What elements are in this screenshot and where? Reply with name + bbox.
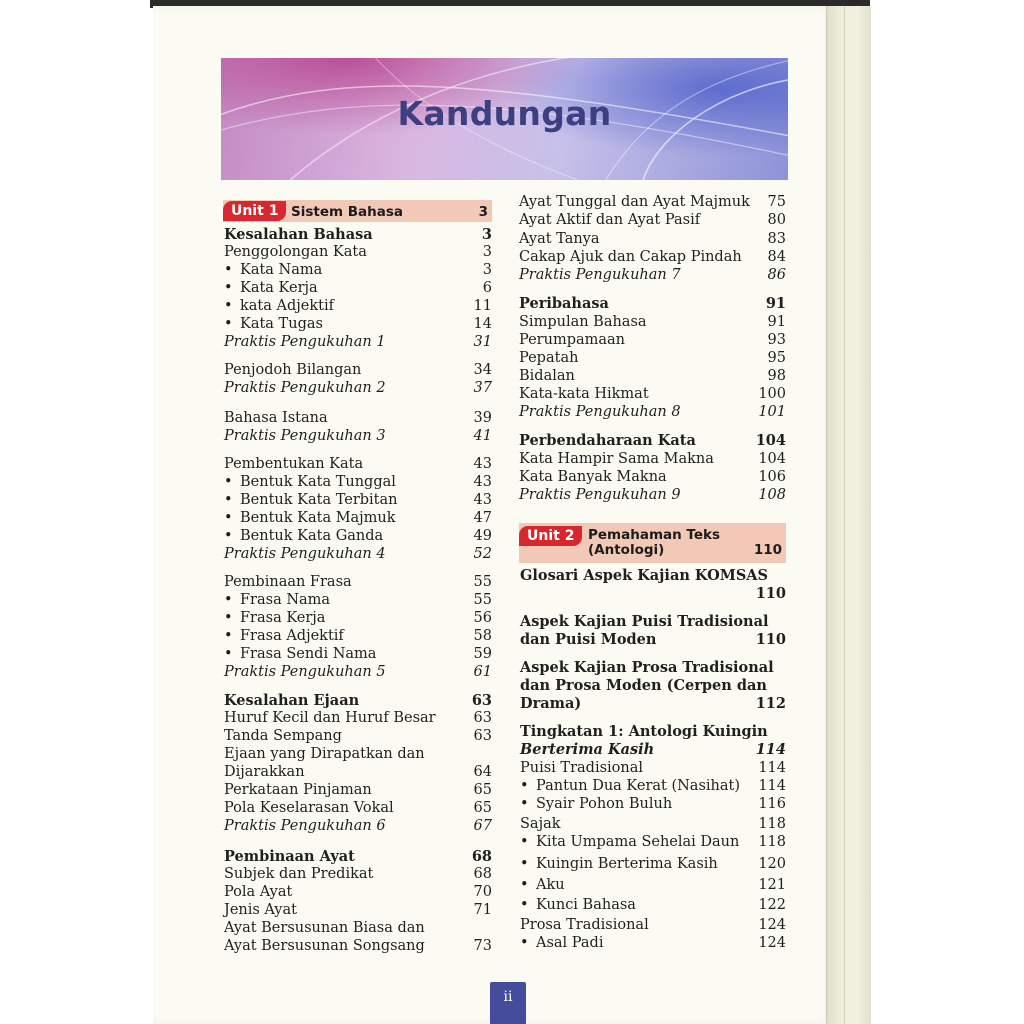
toc-entry (520, 695, 786, 713)
toc-entry-label: Prosa Tradisional (520, 917, 649, 933)
toc-entry (224, 510, 492, 528)
toc-entry (519, 404, 786, 422)
toc-entry-page: 114 (758, 778, 786, 794)
toc-entry-label: • Bentuk Kata Majmuk (240, 510, 396, 526)
toc-entry (520, 856, 786, 874)
toc-entry (224, 474, 492, 492)
toc-entry-page: 39 (473, 410, 492, 426)
toc-entry-label: Ayat Aktif dan Ayat Pasif (519, 212, 701, 228)
toc-entry-page: 112 (755, 695, 786, 712)
toc-entry-page: 110 (755, 631, 786, 648)
toc-entry-page: 73 (473, 938, 492, 954)
toc-entry (224, 818, 492, 836)
toc-entry (519, 314, 786, 332)
toc-entry-page: 83 (767, 231, 786, 247)
toc-entry-label: Ayat Tunggal dan Ayat Majmuk (519, 194, 750, 210)
toc-entry-label: • Frasa Kerja (240, 610, 325, 626)
toc-entry-label: Cakap Ajuk dan Cakap Pindah (519, 249, 742, 265)
toc-entry-page: 124 (758, 935, 786, 951)
toc-entry-label: Simpulan Bahasa (519, 314, 647, 330)
toc-entry-page: 43 (473, 474, 492, 490)
toc-entry (520, 897, 786, 915)
toc-entry-label: • Frasa Adjektif (240, 628, 344, 644)
toc-entry (224, 628, 492, 646)
toc-entry-label: Pembentukan Kata (224, 456, 364, 472)
toc-entry (520, 631, 786, 649)
toc-entry-page: 3 (482, 244, 492, 260)
toc-entry-page: 80 (767, 212, 786, 228)
toc-entry (520, 659, 786, 677)
toc-entry-page: 63 (471, 692, 492, 709)
toc-entry-page: 14 (473, 316, 492, 332)
toc-entry-label: Pembinaan Ayat (224, 848, 355, 865)
toc-entry (519, 350, 786, 368)
toc-entry (224, 800, 492, 818)
toc-entry-label: Dijarakkan (224, 764, 305, 780)
toc-entry-label: Praktis Pengukuhan 9 (519, 487, 681, 503)
toc-entry (224, 362, 492, 380)
toc-entry-page: 68 (473, 866, 492, 882)
toc-entry-page: 63 (473, 728, 492, 744)
toc-entry (519, 267, 786, 285)
toc-entry-label: Puisi Tradisional (520, 760, 644, 776)
unit2-title-line1: Pemahaman Teks (588, 527, 721, 543)
toc-entry-page: 104 (755, 432, 786, 449)
toc-entry-label: Praktis Pengukuhan 8 (519, 404, 681, 420)
unit2-page: 110 (753, 542, 782, 558)
toc-entry-page: 6 (482, 280, 492, 296)
toc-entry-label: Penjodoh Bilangan (224, 362, 362, 378)
toc-entry (519, 451, 786, 469)
unit1-title: Sistem Bahasa (291, 204, 404, 220)
toc-entry-page: 120 (758, 856, 786, 872)
toc-entry-label: Kesalahan Ejaan (224, 692, 360, 709)
toc-entry (224, 746, 492, 764)
toc-entry-page: 3 (482, 262, 492, 278)
toc-entry-page: 75 (767, 194, 786, 210)
toc-entry-page: 63 (473, 710, 492, 726)
toc-entry (224, 884, 492, 902)
toc-entry (520, 677, 786, 695)
toc-entry-label: Berterima Kasih (520, 741, 655, 758)
toc-entry-page: 86 (767, 267, 786, 283)
toc-entry (224, 728, 492, 746)
toc-entry-label: dan Puisi Moden (520, 631, 657, 648)
toc-entry (224, 574, 492, 592)
toc-entry-label: • Kata Kerja (240, 280, 318, 296)
toc-entry-label: Bidalan (519, 368, 575, 384)
toc-entry-page: 95 (767, 350, 786, 366)
toc-entry-label: • Pantun Dua Kerat (Nasihat) (536, 778, 740, 794)
toc-entry-label: • Bentuk Kata Tunggal (240, 474, 396, 490)
toc-entry-label: Subjek dan Predikat (224, 866, 374, 882)
toc-entry-label: • Syair Pohon Buluh (536, 796, 672, 812)
toc-entry-label: Praktis Pengukuhan 2 (224, 380, 386, 396)
unit1-page: 3 (478, 204, 488, 220)
toc-entry-label: Drama) (520, 695, 582, 712)
toc-entry (519, 212, 786, 230)
toc-entry (224, 848, 492, 866)
toc-entry-page: 47 (473, 510, 492, 526)
toc-entry-page: 52 (473, 546, 492, 562)
toc-entry-label: Praktis Pengukuhan 1 (224, 334, 386, 350)
toc-entry-page: 41 (473, 428, 492, 444)
toc-entry (519, 386, 786, 404)
toc-entry-page: 121 (758, 877, 786, 893)
toc-entry-page: 124 (758, 917, 786, 933)
toc-entry-page: 84 (767, 249, 786, 265)
toc-entry (520, 760, 786, 778)
toc-entry (520, 935, 786, 953)
toc-entry (520, 567, 786, 585)
toc-entry-label: • Kata Nama (240, 262, 322, 278)
toc-entry (520, 877, 786, 895)
toc-entry (224, 410, 492, 428)
toc-entry-label: Kata Hampir Sama Makna (519, 451, 714, 467)
toc-entry-page: 64 (473, 764, 492, 780)
toc-entry-label: Praktis Pengukuhan 3 (224, 428, 386, 444)
toc-entry-page: 65 (473, 782, 492, 798)
toc-entry-page: 122 (758, 897, 786, 913)
unit2-title-line2: (Antologi) (588, 542, 665, 558)
toc-entry-page: 118 (758, 834, 786, 850)
toc-entry (520, 834, 786, 852)
toc-entry-page: 104 (758, 451, 786, 467)
toc-entry (224, 610, 492, 628)
toc-entry-page: 31 (473, 334, 492, 350)
toc-entry-label: Aspek Kajian Puisi Tradisional (520, 613, 769, 630)
toc-entry-label: Praktis Pengukuhan 6 (224, 818, 386, 834)
toc-entry-page: 91 (765, 295, 786, 312)
toc-entry (224, 710, 492, 728)
toc-entry-label: • Kita Umpama Sehelai Daun (536, 834, 739, 850)
toc-entry-page: 34 (473, 362, 492, 378)
toc-entry (224, 938, 492, 956)
toc-entry (224, 866, 492, 884)
toc-entry-label: • Frasa Sendi Nama (240, 646, 376, 662)
toc-entry-label: Tanda Sempang (224, 728, 342, 744)
toc-entry-page: 71 (473, 902, 492, 918)
toc-entry-page: 108 (758, 487, 786, 503)
toc-entry (224, 226, 492, 244)
page-stack-edge (826, 6, 871, 1024)
toc-entry (520, 796, 786, 814)
unit2-tag: Unit 2 (519, 526, 582, 546)
toc-entry-page: 118 (758, 816, 786, 832)
toc-entry (520, 741, 786, 759)
toc-entry-page: 100 (758, 386, 786, 402)
toc-entry-page: 67 (473, 818, 492, 834)
toc-entry-page: 93 (767, 332, 786, 348)
toc-entry-label: Peribahasa (519, 295, 609, 312)
toc-entry-label: Perbendaharaan Kata (519, 432, 696, 449)
toc-entry-label: Huruf Kecil dan Huruf Besar (224, 710, 436, 726)
toc-entry-label: • Kata Tugas (240, 316, 323, 332)
toc-entry (224, 334, 492, 352)
toc-entry-page: 114 (755, 741, 786, 758)
toc-entry-label: Ayat Bersusunan Songsang (224, 938, 425, 954)
toc-entry (519, 231, 786, 249)
toc-entry (519, 368, 786, 386)
toc-entry-label: Penggolongan Kata (224, 244, 367, 260)
toc-entry-label: • Asal Padi (536, 935, 603, 951)
toc-entry-page: 98 (767, 368, 786, 384)
toc-entry-label: dan Prosa Moden (Cerpen dan (520, 677, 767, 694)
toc-entry-page: 68 (471, 848, 492, 865)
toc-entry-label: Perumpamaan (519, 332, 626, 348)
toc-entry (224, 428, 492, 446)
unit1-tag: Unit 1 (223, 201, 286, 221)
toc-entry-page: 49 (473, 528, 492, 544)
toc-entry (224, 546, 492, 564)
toc-entry-label: • Kuingin Berterima Kasih (536, 856, 718, 872)
toc-entry-page: 43 (473, 456, 492, 472)
toc-entry (224, 380, 492, 398)
toc-entry (520, 613, 786, 631)
toc-entry-page: 101 (758, 404, 786, 420)
page-title: Kandungan (397, 94, 612, 133)
toc-entry-page: 56 (473, 610, 492, 626)
toc-entry-label: Pepatah (519, 350, 579, 366)
toc-entry (224, 528, 492, 546)
toc-entry (224, 244, 492, 262)
toc-entry (520, 778, 786, 796)
title-banner (221, 58, 788, 180)
toc-entry (520, 723, 786, 741)
toc-entry (519, 487, 786, 505)
toc-entry-label: Glosari Aspek Kajian KOMSAS (520, 567, 769, 584)
toc-entry (224, 492, 492, 510)
toc-entry-page: 43 (473, 492, 492, 508)
toc-entry-page: 3 (481, 226, 492, 243)
page-number: ii (490, 982, 526, 1024)
toc-entry (224, 646, 492, 664)
toc-entry-label: Tingkatan 1: Antologi Kuingin (520, 723, 768, 740)
toc-entry-label: Praktis Pengukuhan 4 (224, 546, 386, 562)
toc-entry (224, 592, 492, 610)
toc-entry-label: Pembinaan Frasa (224, 574, 352, 590)
toc-entry (224, 782, 492, 800)
toc-entry (519, 249, 786, 267)
toc-entry-label: Ayat Tanya (519, 231, 600, 247)
toc-entry (224, 298, 492, 316)
toc-entry-page: 116 (758, 796, 786, 812)
toc-entry (224, 456, 492, 474)
toc-entry-label: Praktis Pengukuhan 5 (224, 664, 386, 680)
toc-entry-label: Ejaan yang Dirapatkan dan (224, 746, 425, 762)
toc-entry-label: Pola Keselarasan Vokal (224, 800, 394, 816)
page-stack-line (844, 6, 845, 1024)
toc-entry-label: Kata-kata Hikmat (519, 386, 649, 402)
toc-entry (224, 664, 492, 682)
toc-entry-page: 91 (767, 314, 786, 330)
toc-entry (224, 280, 492, 298)
toc-entry (224, 764, 492, 782)
toc-entry (224, 316, 492, 334)
toc-entry (519, 332, 786, 350)
toc-entry-page: 55 (473, 592, 492, 608)
toc-entry-page: 55 (473, 574, 492, 590)
toc-entry-label: • Bentuk Kata Terbitan (240, 492, 397, 508)
toc-entry-page: 65 (473, 800, 492, 816)
toc-entry (520, 816, 786, 834)
toc-entry-label: Perkataan Pinjaman (224, 782, 372, 798)
toc-entry-label: • Kunci Bahasa (536, 897, 636, 913)
toc-entry (519, 469, 786, 487)
toc-entry (224, 262, 492, 280)
toc-entry-page: 59 (473, 646, 492, 662)
toc-entry (520, 917, 786, 935)
toc-entry-label: • Aku (536, 877, 565, 893)
toc-entry-label: Kesalahan Bahasa (224, 226, 373, 243)
toc-entry-page: 114 (758, 760, 786, 776)
toc-entry (224, 920, 492, 938)
toc-entry-page: 106 (758, 469, 786, 485)
toc-entry (520, 585, 786, 603)
toc-entry-label: Aspek Kajian Prosa Tradisional (520, 659, 774, 676)
toc-entry-label: Bahasa Istana (224, 410, 328, 426)
toc-entry (519, 295, 786, 313)
toc-entry-label: Praktis Pengukuhan 7 (519, 267, 681, 283)
toc-entry-page: 70 (473, 884, 492, 900)
toc-entry (224, 692, 492, 710)
toc-entry-page: 11 (473, 298, 492, 314)
toc-entry (519, 194, 786, 212)
toc-entry-page: 61 (473, 664, 492, 680)
toc-entry (224, 902, 492, 920)
toc-entry-page: 110 (755, 585, 786, 602)
toc-entry-label: • kata Adjektif (240, 298, 334, 314)
toc-entry-label: • Bentuk Kata Ganda (240, 528, 383, 544)
toc-entry-page: 37 (473, 380, 492, 396)
toc-entry-label: Jenis Ayat (224, 902, 297, 918)
toc-entry-label: Kata Banyak Makna (519, 469, 667, 485)
toc-entry-label: Sajak (520, 816, 561, 832)
toc-entry-label: • Frasa Nama (240, 592, 330, 608)
toc-entry-page: 58 (473, 628, 492, 644)
toc-entry-label: Ayat Bersusunan Biasa dan (224, 920, 425, 936)
toc-entry (519, 432, 786, 450)
toc-entry-label: Pola Ayat (224, 884, 293, 900)
